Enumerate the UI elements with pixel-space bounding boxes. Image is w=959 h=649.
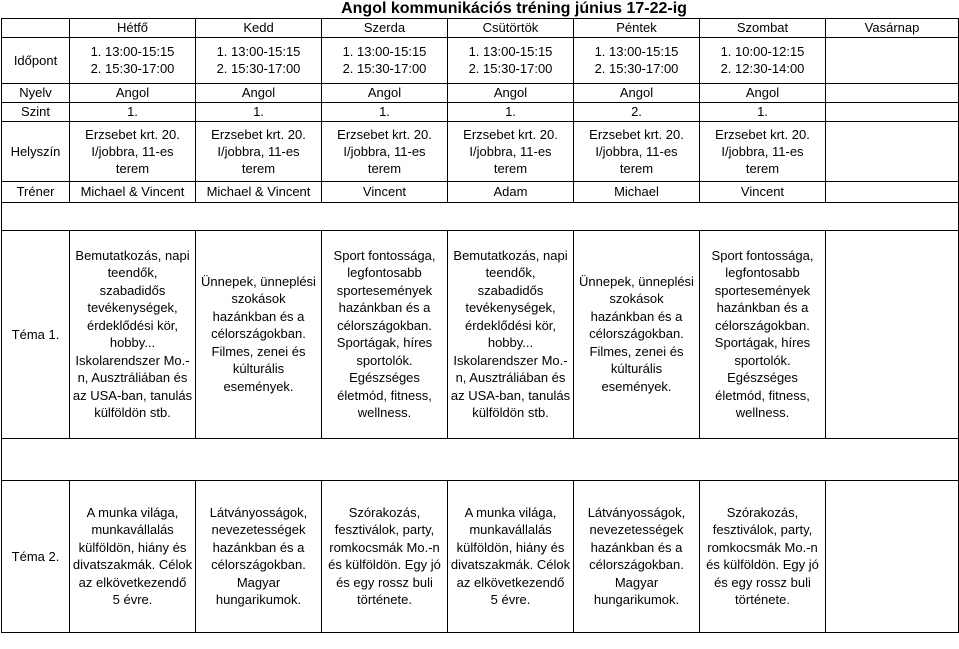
empty-cell	[826, 181, 959, 202]
szint-row	[2, 102, 959, 121]
trener-cell: Michael & Vincent	[70, 181, 196, 202]
spacer-cell	[826, 438, 959, 480]
empty-cell	[826, 102, 959, 121]
szint-cell: 1.	[700, 102, 826, 121]
idopont-cell: 1. 13:00-15:15 2. 15:30-17:00	[448, 37, 574, 83]
days-row	[2, 18, 959, 37]
spacer-cell	[196, 202, 322, 230]
empty-cell	[826, 230, 959, 438]
helyszin-cell: Erzsebet krt. 20. I/jobbra, 11-es terem	[70, 121, 196, 181]
spacer-cell	[448, 202, 574, 230]
empty-cell	[826, 121, 959, 181]
helyszin-cell: Erzsebet krt. 20. I/jobbra, 11-es terem	[196, 121, 322, 181]
trener-cell: Michael	[574, 181, 700, 202]
spacer-cell	[700, 438, 826, 480]
szint-cell: 1.	[448, 102, 574, 121]
tema2-row	[2, 480, 959, 632]
helyszin-cell: Erzsebet krt. 20. I/jobbra, 11-es terem	[700, 121, 826, 181]
day-header: Szerda	[322, 18, 448, 37]
day-header: Péntek	[574, 18, 700, 37]
day-header: Szombat	[700, 18, 826, 37]
empty-cell	[826, 83, 959, 102]
row-label-szint: Szint	[2, 102, 70, 121]
spacer-cell	[574, 438, 700, 480]
spacer-cell	[2, 438, 70, 480]
helyszin-cell: Erzsebet krt. 20. I/jobbra, 11-es terem	[574, 121, 700, 181]
spacer-cell	[70, 202, 196, 230]
tema2-cell: A munka világa, munkavállalás külföldön, hiány és divatszakmák. Célok az elkövetkezendő 5 évre.	[448, 480, 574, 632]
trener-cell: Vincent	[322, 181, 448, 202]
szint-cell: 1.	[70, 102, 196, 121]
spacer-cell	[700, 202, 826, 230]
tema2-cell: Szórakozás, fesztiválok, party, romkocsmák Mo.-n és külföldön. Egy jó és egy rossz buli története.	[322, 480, 448, 632]
helyszin-row	[2, 121, 959, 181]
day-header: Kedd	[196, 18, 322, 37]
row-label-helyszin: Helyszín	[2, 121, 70, 181]
spacer-cell	[448, 438, 574, 480]
day-header: Csütörtök	[448, 18, 574, 37]
spacer-cell	[574, 202, 700, 230]
tema1-row	[2, 230, 959, 438]
row-label-tema1: Téma 1.	[2, 230, 70, 438]
idopont-cell: 1. 13:00-15:15 2. 15:30-17:00	[70, 37, 196, 83]
nyelv-cell: Angol	[574, 83, 700, 102]
trener-cell: Adam	[448, 181, 574, 202]
idopont-cell: 1. 13:00-15:15 2. 15:30-17:00	[196, 37, 322, 83]
tema1-cell: Ünnepek, ünneplési szokások hazánkban és a célországokban. Filmes, zenei és kúlturális események.	[196, 230, 322, 438]
spacer-row	[2, 202, 959, 230]
spacer-row	[2, 438, 959, 480]
row-label-idopont: Időpont	[2, 37, 70, 83]
nyelv-cell: Angol	[70, 83, 196, 102]
spacer-cell	[826, 202, 959, 230]
tema1-cell: Bemutatkozás, napi teendők, szabadidős tevékenységek, érdeklődési kör, hobby... Iskolarendszer Mo.- n, Ausztráliában és az USA-ban, tanulás külföldön stb.	[70, 230, 196, 438]
trener-row	[2, 181, 959, 202]
day-header: Vasárnap	[826, 18, 959, 37]
spacer-cell	[322, 202, 448, 230]
idopont-cell: 1. 13:00-15:15 2. 15:30-17:00	[574, 37, 700, 83]
tema1-cell: Bemutatkozás, napi teendők, szabadidős tevékenységek, érdeklődési kör, hobby... Iskolarendszer Mo.- n, Ausztráliában és az USA-ban, tanulás külföldön stb.	[448, 230, 574, 438]
empty-cell	[826, 37, 959, 83]
tema1-cell: Sport fontossága, legfontosabb sportesemények hazánkban és a célországokban. Sportágak, híres sportolók. Egészséges életmód, fitness, wellness.	[322, 230, 448, 438]
szint-cell: 2.	[574, 102, 700, 121]
title-spacer	[2, 0, 70, 9]
idopont-cell: 1. 10:00-12:15 2. 12:30-14:00	[700, 37, 826, 83]
row-label-nyelv: Nyelv	[2, 83, 70, 102]
row-label-trener: Tréner	[2, 181, 70, 202]
schedule-table	[1, 0, 959, 633]
trener-cell: Vincent	[700, 181, 826, 202]
tema2-cell: Szórakozás, fesztiválok, party, romkocsmák Mo.-n és külföldön. Egy jó és egy rossz buli története.	[700, 480, 826, 632]
helyszin-cell: Erzsebet krt. 20. I/jobbra, 11-es terem	[322, 121, 448, 181]
tema2-cell: Látványosságok, nevezetességek hazánkban és a célországokban. Magyar hungarikumok.	[196, 480, 322, 632]
title-spacer	[2, 9, 70, 18]
helyszin-cell: Erzsebet krt. 20. I/jobbra, 11-es terem	[448, 121, 574, 181]
day-header: Hétfő	[70, 18, 196, 37]
idopont-cell: 1. 13:00-15:15 2. 15:30-17:00	[322, 37, 448, 83]
corner-cell	[2, 18, 70, 37]
empty-cell	[826, 480, 959, 632]
title-row	[2, 0, 959, 9]
szint-cell: 1.	[322, 102, 448, 121]
tema1-cell: Sport fontossága, legfontosabb sportesemények hazánkban és a célországokban. Sportágak, híres sportolók. Egészséges életmód, fitness, wellness.	[700, 230, 826, 438]
trener-cell: Michael & Vincent	[196, 181, 322, 202]
idopont-row	[2, 37, 959, 83]
page-title: Angol kommunikációs tréning június 17-22-ig	[341, 0, 687, 17]
row-label-tema2: Téma 2.	[2, 480, 70, 632]
nyelv-cell: Angol	[448, 83, 574, 102]
nyelv-cell: Angol	[322, 83, 448, 102]
nyelv-row	[2, 83, 959, 102]
tema2-cell: Látványosságok, nevezetességek hazánkban és a célországokban. Magyar hungarikumok.	[574, 480, 700, 632]
nyelv-cell: Angol	[700, 83, 826, 102]
nyelv-cell: Angol	[196, 83, 322, 102]
szint-cell: 1.	[196, 102, 322, 121]
spacer-cell	[196, 438, 322, 480]
spacer-cell	[2, 202, 70, 230]
tema2-cell: A munka világa, munkavállalás külföldön, hiány és divatszakmák. Célok az elkövetkezendő 5 évre.	[70, 480, 196, 632]
spacer-cell	[322, 438, 448, 480]
spacer-cell	[70, 438, 196, 480]
tema1-cell: Ünnepek, ünneplési szokások hazánkban és a célországokban. Filmes, zenei és kúlturális események.	[574, 230, 700, 438]
